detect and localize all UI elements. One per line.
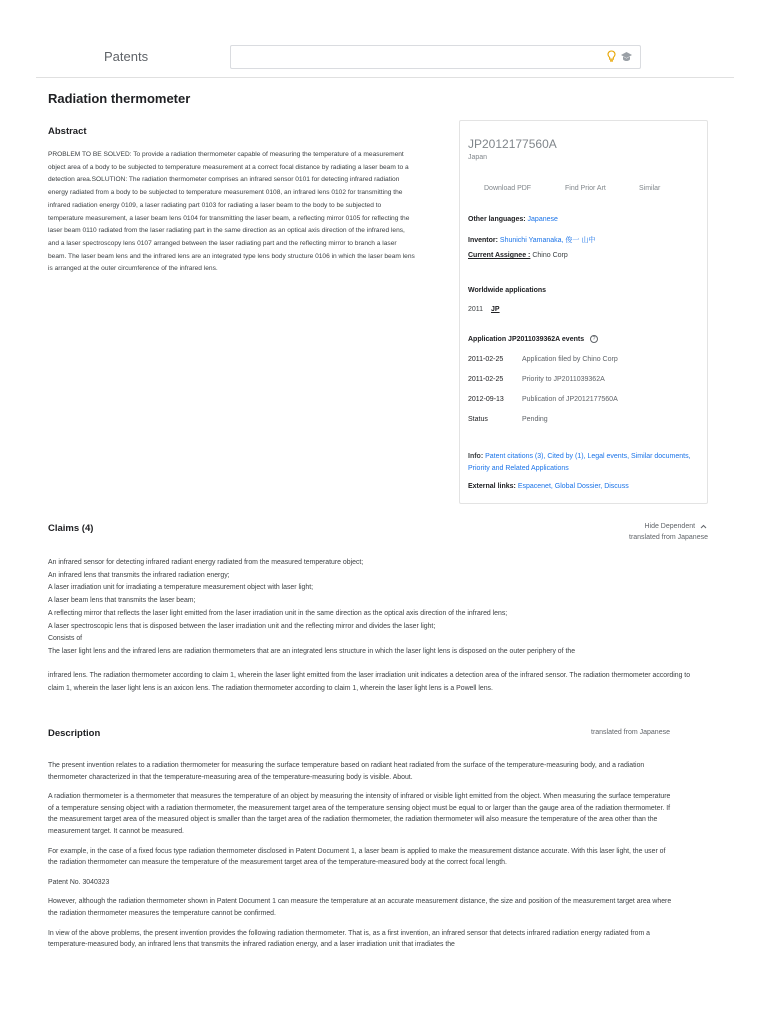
- claims-heading: Claims (4): [48, 523, 94, 534]
- claims-translated-note: translated from Japanese: [629, 534, 708, 541]
- description-paragraph: In view of the above problems, the present invention provides the following radiation thermometer. That is, as a first invention, an infrared sensor that detects infrared radiation energy radiated from a temperature-measured body, an infrared lens that transmits the infrared radiation energy, and a laser irradiation unit that irradiates the: [48, 929, 650, 949]
- event-text: Application filed by Chino Corp: [522, 356, 618, 363]
- page-title: Radiation thermometer: [48, 91, 191, 106]
- description-paragraph: The present invention relates to a radiation thermometer for measuring the surface temperature based on radiant heat radiated from the surface of the temperature-measuring body, and a radiation thermometer characterized in that the temperature-measuring area of the temperature-measuring body is visible. About.: [48, 762, 645, 781]
- event-text: Publication of JP2012177560A: [522, 396, 618, 403]
- find-prior-art-button[interactable]: Find Prior Art: [565, 185, 606, 192]
- claim-line: A reflecting mirror that reflects the laser light emitted from the laser irradiation unit in the same direction as the optical axis direction of the infrared lens;: [48, 609, 508, 617]
- external-link-list[interactable]: Espacenet, Global Dossier, Discuss: [517, 483, 629, 490]
- claim-line: A laser beam lens that transmits the laser beam;: [48, 597, 196, 605]
- description-paragraph: However, although the radiation thermometer shown in Patent Document 1 can measure the temperature at an accurate measurement distance, the size and position of the measurement target area where the radiation thermometer measures the temperature cannot be confirmed.: [48, 898, 672, 917]
- claim-line: An infrared sensor for detecting infrared radiant energy radiated from the measured temperature object;: [48, 559, 364, 566]
- worldwide-row: [468, 306, 500, 313]
- hide-dependent-label: Hide Dependent: [644, 523, 696, 530]
- claims-list: [48, 557, 698, 659]
- external-label: External links:: [468, 483, 516, 490]
- worldwide-year: 2011: [468, 306, 484, 313]
- other-languages: [468, 216, 558, 223]
- claim-line: An infrared lens that transmits the infrared radiation energy;: [48, 571, 230, 579]
- worldwide-heading-text: Worldwide applications: [468, 287, 547, 294]
- search-input[interactable]: [237, 49, 597, 65]
- info-links: [468, 451, 698, 475]
- claim-line: A laser spectroscopic lens that is disposed between the laser irradiation unit and the reflecting mirror and divides the laser light;: [48, 622, 436, 630]
- status-label: Status: [468, 416, 488, 423]
- event-date: 2011-02-25: [468, 356, 504, 363]
- events-heading-text: Application JP2011039362A events: [468, 335, 585, 343]
- info-link-list[interactable]: Patent citations (3), Cited by (1), Legal events, Similar documents, Priority and Related Applications: [468, 453, 691, 472]
- status-value: Pending: [522, 416, 548, 423]
- assignee-label[interactable]: Current Assignee :: [468, 252, 531, 259]
- abstract-text: PROBLEM TO BE SOLVED: To provide a radiation thermometer capable of measuring the temperature of a measurement object area of a body to be subjected to temperature measurement at a correct focal distance by radiating a laser beam to a detection area.SOLUTION: The radiation thermometer comprises an infrared sensor 0101 for detecting infrared radiation energy radiated from a body to be subjected to temperature measurement 0108, an infrared lens 0102 for transmitting the infrared radiation energy 0109, a laser radiating part 0103 for radiating a laser beam to the body to be subjected to temperature measurement, a laser beam lens 0104 for transmitting the laser beam, a reflecting mirror 0105 for reflecting the laser beam 0110 radiated from the laser radiating part in the same direction as an optical axis direction of the infrared lens, and a laser spectroscopy lens 0107 arranged between the laser radiating part and the reflecting mirror to branch a laser beam. The laser beam lens and the infrared lens are an integrated type lens body structure 0106 in which the laser beam lens is arranged at the outer circumference of the infrared lens.: [48, 151, 415, 273]
- top-bar: [0, 0, 768, 78]
- publication-number: JP2012177560A: [468, 137, 557, 151]
- patent-info-card: [459, 120, 708, 504]
- lightbulb-icon[interactable]: [607, 50, 616, 63]
- claim-line: The laser light lens and the infrared lens are radiation thermometers that are an integrated lens structure in which the laser light lens is disposed on the outer periphery of the: [48, 647, 576, 655]
- event-text: Priority to JP2011039362A: [522, 376, 605, 383]
- description-body: [48, 760, 672, 959]
- help-icon[interactable]: ?: [590, 335, 598, 343]
- chevron-up-icon: [700, 524, 707, 529]
- other-language-link[interactable]: Japanese: [527, 216, 558, 223]
- school-icon[interactable]: [620, 51, 633, 62]
- publication-country: Japan: [468, 154, 488, 161]
- similar-button[interactable]: Similar: [639, 185, 661, 192]
- description-paragraph: A radiation thermometer is a thermometer that measures the temperature of an object by measuring the intensity of infrared or visible light emitted from the object. When measuring the surface temperature of a temperature sensing object with a radiation thermometer, the measurement target area of the temperature sensing object must be equal to or larger than the gauge area of the radiation thermometer. If the measurement target area of the measured object is smaller than the target area of the radiation thermometer, the radiation thermometer will also measure the temperature of the area other than the measurement target. It cannot be measured.: [48, 793, 671, 835]
- search-box[interactable]: [230, 45, 641, 69]
- event-date: 2012-09-13: [468, 396, 504, 403]
- inventor-link[interactable]: Shunichi Yamanaka, 俊一 山中: [499, 237, 596, 244]
- info-label: Info:: [468, 453, 484, 460]
- inventor-line: [468, 235, 595, 245]
- description-heading: Description: [48, 728, 101, 739]
- hide-dependent-toggle[interactable]: [644, 523, 707, 530]
- description-translated-note: translated from Japanese: [591, 729, 670, 736]
- brand-logo[interactable]: Patents: [104, 49, 149, 64]
- assignee-value: Chino Corp: [532, 252, 568, 259]
- event-date: 2011-02-25: [468, 376, 504, 383]
- description-paragraph: For example, in the case of a fixed focus type radiation thermometer disclosed in Patent Document 1, a laser beam is applied to make the measurement distance accurate. With this laser light, the user of the radiation thermometer can measure the temperature of the measurement target area of the temperature-measured body at the correct focal length.: [48, 847, 666, 867]
- abstract-heading: Abstract: [48, 126, 87, 137]
- claim-line: A laser irradiation unit for irradiating a temperature measurement object with laser light;: [48, 584, 314, 592]
- download-pdf-button[interactable]: Download PDF: [484, 185, 532, 192]
- claim-line: Consists of: [48, 635, 83, 643]
- inventor-label: Inventor:: [468, 237, 498, 244]
- other-languages-label: Other languages:: [468, 216, 526, 223]
- description-paragraph: Patent No. 3040323: [48, 878, 110, 886]
- header-divider: [36, 77, 734, 78]
- dependent-claims-text: infrared lens. The radiation thermometer according to claim 1, wherein the laser light emitted from the laser irradiation unit indicates a detection area of the infrared sensor. The radiation thermometer according to claim 1, wherein the laser light lens is an axicon lens. The radiation thermometer according to claim 1, wherein the laser light lens is a Powell lens.: [48, 672, 691, 692]
- worldwide-heading: [468, 287, 546, 294]
- external-links: [468, 483, 629, 490]
- worldwide-country-link[interactable]: JP: [491, 306, 500, 313]
- events-heading: [468, 335, 598, 343]
- assignee-line: [468, 252, 568, 259]
